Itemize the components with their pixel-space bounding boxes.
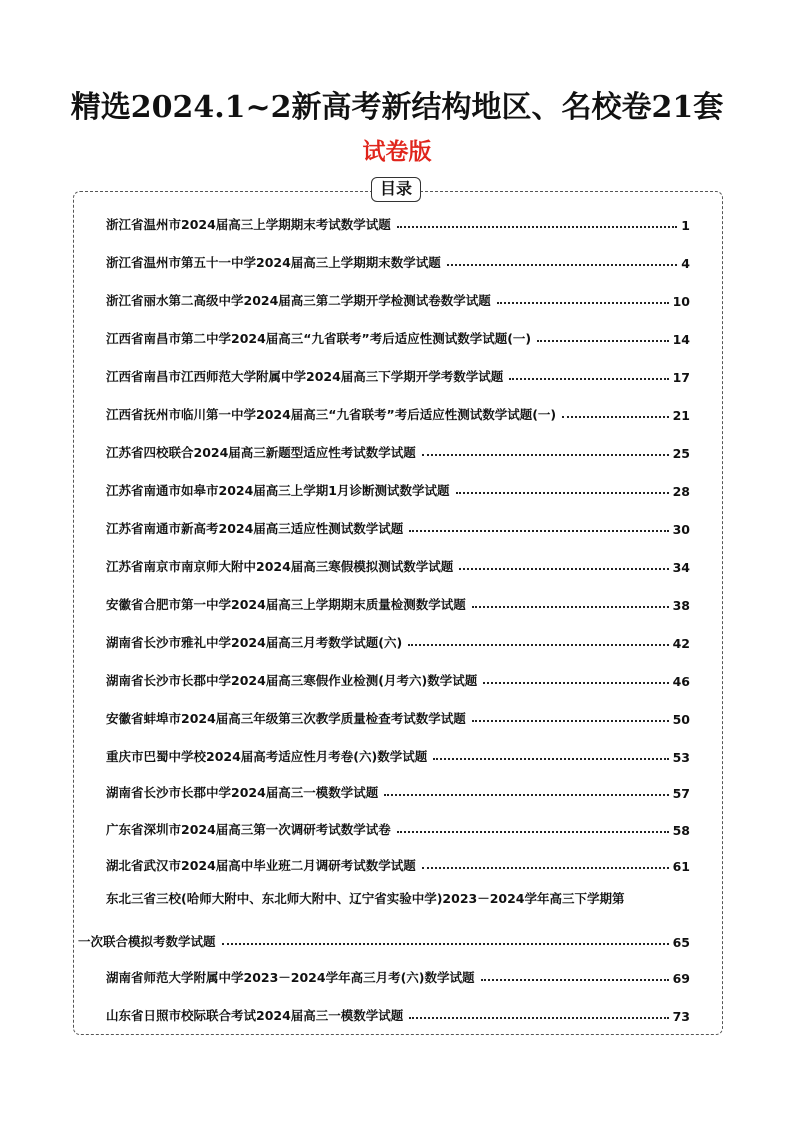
toc-item-page: 34 xyxy=(672,560,690,575)
toc-item-multiline-first[interactable]: 东北三省三校(哈师大附中、东北师大附中、辽宁省实验中学)2023－2024学年高三下学期第 xyxy=(106,891,625,906)
toc-item-page: 14 xyxy=(672,332,690,347)
toc-item-title: 湖南省长沙市长郡中学2024届高三寒假作业检测(月考六)数学试题 xyxy=(106,673,478,688)
toc-leader-dots xyxy=(409,530,668,532)
toc-item-page: 50 xyxy=(672,712,690,727)
toc-item[interactable] xyxy=(106,1002,690,1024)
toc-item-title: 浙江省丽水第二高级中学2024届高三第二学期开学检测试卷数学试题 xyxy=(106,293,491,308)
toc-leader-dots xyxy=(483,682,668,684)
toc-item-title: 江苏省四校联合2024届高三新题型适应性考试数学试题 xyxy=(106,445,416,460)
toc-item[interactable] xyxy=(106,401,690,423)
toc-item[interactable] xyxy=(106,667,690,689)
toc-item[interactable] xyxy=(106,816,690,838)
toc-leader-dots xyxy=(422,867,669,869)
toc-item[interactable] xyxy=(106,211,690,233)
toc-label: 目录 xyxy=(371,177,421,202)
toc-item-page: 65 xyxy=(672,935,690,950)
toc-item[interactable] xyxy=(106,553,690,575)
toc-item-title: 湖南省师范大学附属中学2023－2024学年高三月考(六)数学试题 xyxy=(106,970,475,985)
toc-leader-dots xyxy=(447,264,678,266)
toc-item-title: 江西省抚州市临川第一中学2024届高三“九省联考”考后适应性测试数学试题(一) xyxy=(106,407,557,422)
toc-item[interactable] xyxy=(106,363,690,385)
toc-item-title: 江苏省南通市如皋市2024届高三上学期1月诊断测试数学试题 xyxy=(106,483,450,498)
toc-item[interactable] xyxy=(106,439,690,461)
toc-leader-dots xyxy=(472,720,669,722)
toc-leader-dots xyxy=(433,758,668,760)
toc-leader-dots xyxy=(222,943,669,945)
toc-leader-dots xyxy=(472,606,669,608)
toc-item[interactable] xyxy=(106,629,690,651)
toc-item-title: 安徽省合肥市第一中学2024届高三上学期期末质量检测数学试题 xyxy=(106,597,466,612)
toc-item-title: 江苏省南通市新高考2024届高三适应性测试数学试题 xyxy=(106,521,404,536)
toc-leader-dots xyxy=(459,568,668,570)
toc-item-page: 46 xyxy=(672,674,690,689)
toc-item-title: 山东省日照市校际联合考试2024届高三一模数学试题 xyxy=(106,1008,404,1023)
toc-item[interactable] xyxy=(106,964,690,986)
toc-item-page: 73 xyxy=(672,1009,690,1024)
toc-item-page: 10 xyxy=(672,294,690,309)
toc-item-page: 4 xyxy=(681,256,690,271)
toc-leader-dots xyxy=(408,644,668,646)
toc-item-title: 江西省南昌市江西师范大学附属中学2024届高三下学期开学考数学试题 xyxy=(106,369,504,384)
toc-item[interactable] xyxy=(106,743,690,765)
toc-item-page: 21 xyxy=(672,408,690,423)
toc-item-title: 一次联合模拟考数学试题 xyxy=(78,934,216,949)
toc-leader-dots xyxy=(481,979,669,981)
toc-item[interactable] xyxy=(106,779,690,801)
toc-leader-dots xyxy=(422,454,669,456)
toc-item-title: 浙江省温州市2024届高三上学期期末考试数学试题 xyxy=(106,217,391,232)
toc-item-title: 湖南省长沙市长郡中学2024届高三一模数学试题 xyxy=(106,785,379,800)
toc-leader-dots xyxy=(397,831,669,833)
toc-item-page: 28 xyxy=(672,484,690,499)
toc-item-page: 42 xyxy=(672,636,690,651)
toc-item-title: 安徽省蚌埠市2024届高三年级第三次教学质量检查考试数学试题 xyxy=(106,711,466,726)
toc-item-page: 25 xyxy=(672,446,690,461)
toc-item-title: 湖北省武汉市2024届高中毕业班二月调研考试数学试题 xyxy=(106,858,416,873)
toc-item-multiline-second[interactable] xyxy=(78,928,690,950)
toc-leader-dots xyxy=(409,1017,668,1019)
toc-item-page: 61 xyxy=(672,859,690,874)
page-subtitle: 试卷版 xyxy=(362,138,432,165)
toc-item-page: 69 xyxy=(672,971,690,986)
toc-item[interactable] xyxy=(106,249,690,271)
toc-item-page: 53 xyxy=(672,750,690,765)
toc-leader-dots xyxy=(397,226,678,228)
toc-item[interactable] xyxy=(106,705,690,727)
toc-frame xyxy=(73,191,723,1035)
toc-item[interactable] xyxy=(106,852,690,874)
toc-leader-dots xyxy=(562,416,668,418)
toc-item[interactable] xyxy=(106,591,690,613)
toc-item[interactable] xyxy=(106,515,690,537)
toc-item[interactable] xyxy=(106,287,690,309)
toc-item-page: 57 xyxy=(672,786,690,801)
toc-item-page: 1 xyxy=(681,218,690,233)
toc-item[interactable] xyxy=(106,325,690,347)
toc-item-page: 58 xyxy=(672,823,690,838)
page-title: 精选2024.1~2新高考新结构地区、名校卷21套 xyxy=(70,90,724,125)
toc-item-page: 38 xyxy=(672,598,690,613)
toc-item-page: 17 xyxy=(672,370,690,385)
toc-item-page: 30 xyxy=(672,522,690,537)
toc-item-title: 浙江省温州市第五十一中学2024届高三上学期期末数学试题 xyxy=(106,255,441,270)
toc-leader-dots xyxy=(384,794,668,796)
toc-leader-dots xyxy=(509,378,668,380)
toc-leader-dots xyxy=(456,492,669,494)
toc-item-title: 广东省深圳市2024届高三第一次调研考试数学试卷 xyxy=(106,822,391,837)
toc-item[interactable] xyxy=(106,477,690,499)
toc-item-title: 湖南省长沙市雅礼中学2024届高三月考数学试题(六) xyxy=(106,635,403,650)
toc-item-title: 重庆市巴蜀中学校2024届高考适应性月考卷(六)数学试题 xyxy=(106,749,428,764)
toc-leader-dots xyxy=(537,340,668,342)
toc-item-title: 江西省南昌市第二中学2024届高三“九省联考”考后适应性测试数学试题(一) xyxy=(106,331,532,346)
toc-leader-dots xyxy=(497,302,669,304)
toc-item-title: 江苏省南京市南京师大附中2024届高三寒假模拟测试数学试题 xyxy=(106,559,454,574)
